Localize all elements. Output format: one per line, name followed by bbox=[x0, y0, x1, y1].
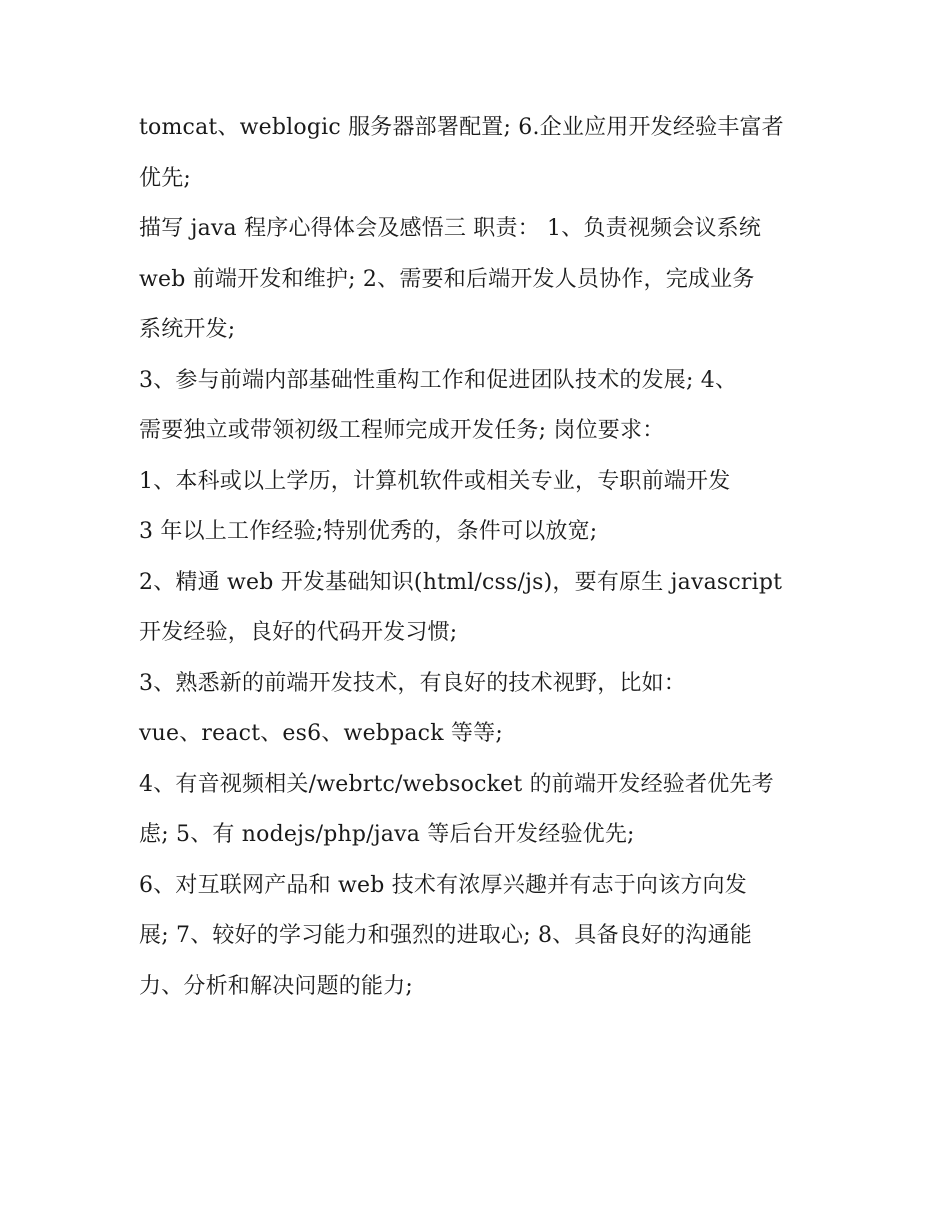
text-line: 虑; 5、有 nodejs/php/java 等后台开发经验优先; bbox=[139, 822, 635, 847]
text-line: 开发经验，良好的代码开发习惯; bbox=[139, 620, 458, 645]
text-line: 展; 7、较好的学习能力和强烈的进取心; 8、具备良好的沟通能 bbox=[139, 923, 753, 948]
text-line: web 前端开发和维护; 2、需要和后端开发人员协作，完成业务 bbox=[139, 266, 755, 292]
text-line: 3 年以上工作经验;特别优秀的，条件可以放宽; bbox=[139, 519, 598, 544]
text-line: 需要独立或带领初级工程师完成开发任务; 岗位要求： bbox=[139, 418, 665, 443]
text-line: vue、react、es6、webpack 等等; bbox=[139, 721, 503, 746]
text-line: tomcat、weblogic 服务器部署配置; 6.企业应用开发经验丰富者 bbox=[139, 115, 784, 140]
text-line: 3、参与前端内部基础性重构工作和促进团队技术的发展; 4、 bbox=[139, 367, 738, 393]
text-line: 力、分析和解决问题的能力; bbox=[139, 973, 414, 999]
document-body bbox=[139, 103, 819, 1012]
text-line: 1、本科或以上学历，计算机软件或相关专业，专职前端开发 bbox=[139, 468, 731, 494]
text-line: 6、对互联网产品和 web 技术有浓厚兴趣并有志于向该方向发 bbox=[139, 872, 747, 898]
text-line: 系统开发; bbox=[139, 317, 236, 342]
text-line: 2、精通 web 开发基础知识(html/css/js)，要有原生 javascript bbox=[139, 569, 783, 595]
text-line: 优先; bbox=[139, 165, 192, 191]
text-line: 4、有音视频相关/webrtc/websocket 的前端开发经验者优先考 bbox=[139, 771, 774, 797]
text-line: 描写 java 程序心得体会及感悟三 职责： 1、负责视频会议系统 bbox=[139, 216, 762, 241]
text-line: 3、熟悉新的前端开发技术，有良好的技术视野，比如： bbox=[139, 670, 686, 696]
